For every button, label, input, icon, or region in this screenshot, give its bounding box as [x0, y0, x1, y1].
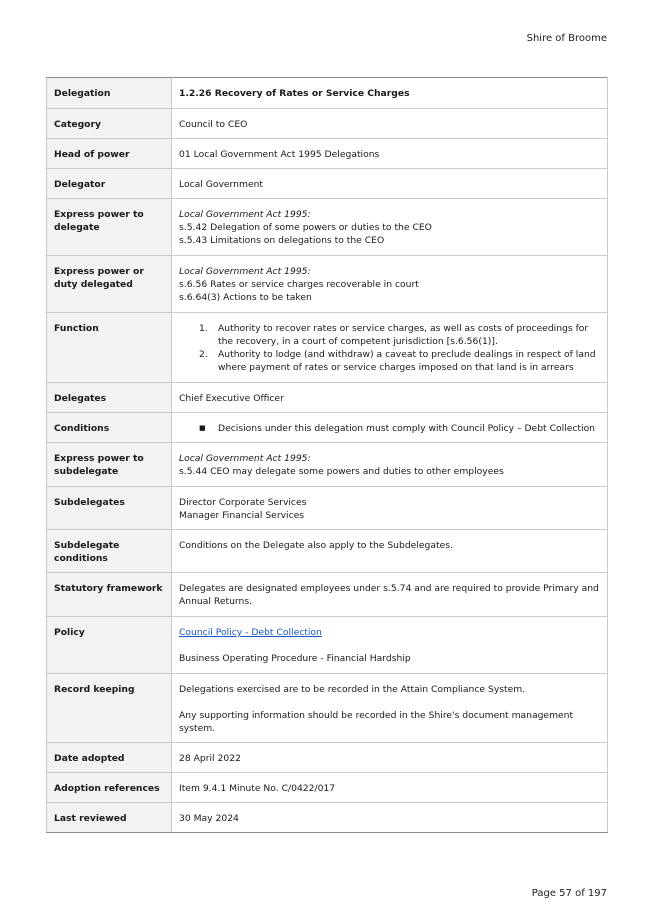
row-head-of-power [47, 139, 608, 169]
conditions-list [179, 422, 600, 435]
act-name: Local Government Act 1995: [179, 266, 311, 277]
label-subdelegates: Subdelegates [47, 487, 172, 530]
value-date-adopted: 28 April 2022 [172, 743, 608, 773]
procedure-text: Business Operating Procedure - Financial Hardship [179, 653, 411, 664]
section-line: s.6.56 Rates or service charges recoverable in court [179, 279, 419, 290]
subdelegate-name: Director Corporate Services [179, 497, 307, 508]
list-item [199, 322, 600, 348]
value-last-reviewed: 30 May 2024 [172, 803, 608, 833]
label-date-adopted: Date adopted [47, 743, 172, 773]
spacer [179, 696, 600, 709]
record-keeping-paragraph: Delegations exercised are to be recorded in the Attain Compliance System. [179, 684, 526, 695]
label-last-reviewed: Last reviewed [47, 803, 172, 833]
row-subdelegate-conditions [47, 530, 608, 573]
value-head-of-power: 01 Local Government Act 1995 Delegations [172, 139, 608, 169]
value-delegator: Local Government [172, 169, 608, 199]
value-express-power-delegated [172, 256, 608, 313]
row-function [47, 313, 608, 383]
value-policy [172, 617, 608, 674]
label-adoption-references: Adoption references [47, 773, 172, 803]
row-policy [47, 617, 608, 674]
value-subdelegates [172, 487, 608, 530]
value-statutory-framework: Delegates are designated employees under s.5.74 and are required to provide Primary and Annual Returns. [172, 573, 608, 617]
function-list [179, 322, 600, 374]
row-date-adopted [47, 743, 608, 773]
row-express-power-delegated [47, 256, 608, 313]
row-express-power-to-delegate [47, 199, 608, 256]
label-delegator: Delegator [47, 169, 172, 199]
item-text: Decisions under this delegation must comply with Council Policy – Debt Collection [218, 423, 596, 434]
value-function [172, 313, 608, 383]
label-conditions: Conditions [47, 413, 172, 443]
row-record-keeping [47, 674, 608, 743]
value-delegation: 1.2.26 Recovery of Rates or Service Charges [172, 78, 608, 109]
label-express-power-delegated: Express power or duty delegated [47, 256, 172, 313]
value-record-keeping [172, 674, 608, 743]
value-category: Council to CEO [172, 109, 608, 139]
label-function: Function [47, 313, 172, 383]
label-express-power-to-delegate: Express power to delegate [47, 199, 172, 256]
section-line: s.5.42 Delegation of some powers or duties to the CEO [179, 222, 432, 233]
row-delegation [47, 78, 608, 109]
act-name: Local Government Act 1995: [179, 209, 311, 220]
value-express-power-subdelegate [172, 443, 608, 487]
list-item [199, 422, 600, 435]
row-conditions [47, 413, 608, 443]
section-line: s.5.43 Limitations on delegations to the CEO [179, 235, 385, 246]
spacer [179, 639, 600, 652]
label-statutory-framework: Statutory framework [47, 573, 172, 617]
item-number: 1. [199, 323, 208, 334]
document-header-org: Shire of Broome [526, 33, 607, 44]
bullet-square-icon: ■ [199, 424, 206, 432]
value-adoption-references: Item 9.4.1 Minute No. C/0422/017 [172, 773, 608, 803]
page-number: Page 57 of 197 [531, 888, 607, 899]
row-adoption-references [47, 773, 608, 803]
row-statutory-framework [47, 573, 608, 617]
label-subdelegate-conditions: Subdelegate conditions [47, 530, 172, 573]
list-item [199, 348, 600, 374]
act-name: Local Government Act 1995: [179, 453, 311, 464]
policy-link[interactable]: Council Policy - Debt Collection [179, 627, 322, 638]
row-delegator [47, 169, 608, 199]
row-last-reviewed [47, 803, 608, 833]
item-text: Authority to lodge (and withdraw) a caveat to preclude dealings in respect of land where payment of rates or service charges imposed on that land is in arrears [218, 349, 596, 373]
value-conditions [172, 413, 608, 443]
row-delegates [47, 383, 608, 413]
label-delegates: Delegates [47, 383, 172, 413]
item-number: 2. [199, 349, 208, 360]
value-subdelegate-conditions: Conditions on the Delegate also apply to the Subdelegates. [172, 530, 608, 573]
subdelegate-name: Manager Financial Services [179, 510, 305, 521]
row-category [47, 109, 608, 139]
delegation-table [46, 77, 608, 833]
label-record-keeping: Record keeping [47, 674, 172, 743]
row-subdelegates [47, 487, 608, 530]
label-policy: Policy [47, 617, 172, 674]
row-express-power-subdelegate [47, 443, 608, 487]
label-head-of-power: Head of power [47, 139, 172, 169]
label-category: Category [47, 109, 172, 139]
label-delegation: Delegation [47, 78, 172, 109]
label-express-power-subdelegate: Express power to subdelegate [47, 443, 172, 487]
section-line: s.6.64(3) Actions to be taken [179, 292, 312, 303]
record-keeping-paragraph: Any supporting information should be recorded in the Shire's document management system. [179, 710, 574, 734]
item-text: Authority to recover rates or service charges, as well as costs of proceedings for the recovery, in a court of competent jurisdiction [s.6.56(1)]. [218, 323, 589, 347]
value-express-power-to-delegate [172, 199, 608, 256]
section-line: s.5.44 CEO may delegate some powers and duties to other employees [179, 466, 504, 477]
value-delegates: Chief Executive Officer [172, 383, 608, 413]
